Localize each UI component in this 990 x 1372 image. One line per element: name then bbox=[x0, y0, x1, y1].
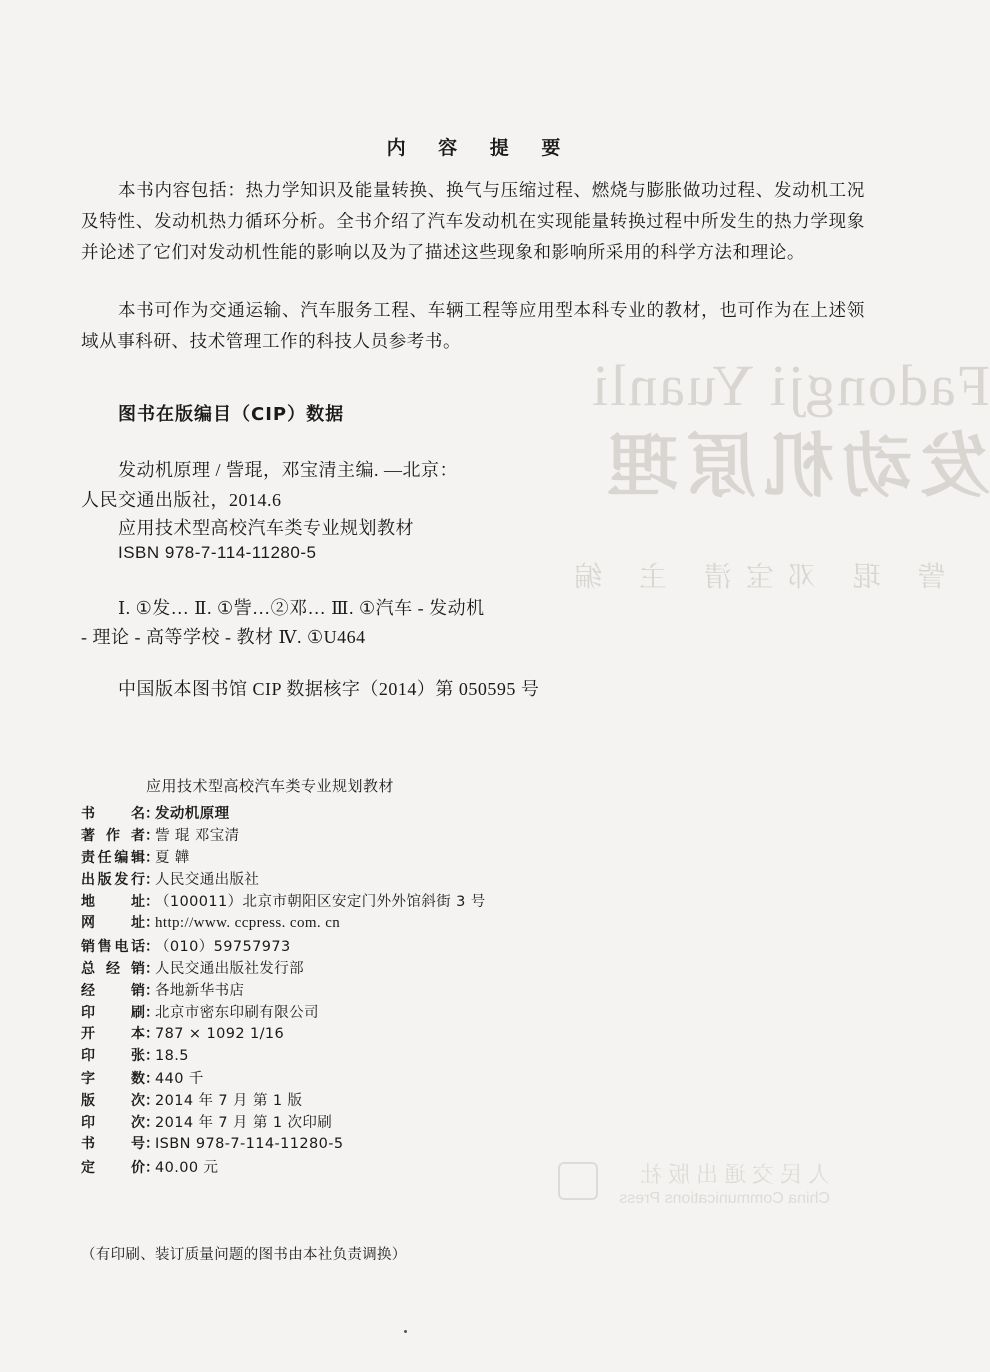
cip-line-3: 应用技术型高校汽车类专业规划教材 bbox=[118, 518, 414, 538]
info-value: http://www. ccpress. com. cn bbox=[155, 915, 341, 932]
info-row bbox=[81, 1089, 781, 1111]
info-row bbox=[81, 824, 781, 846]
info-value: 2014 年 7 月 第 1 版 bbox=[155, 1093, 303, 1110]
info-label bbox=[81, 980, 159, 1000]
info-row bbox=[81, 1045, 781, 1067]
info-value: 各地新华书店 bbox=[155, 982, 245, 999]
info-value: ISBN 978-7-114-11280-5 bbox=[155, 1136, 344, 1153]
info-label-colon: ： bbox=[145, 915, 159, 932]
info-value: 訾 琨 邓宝清 bbox=[155, 828, 240, 845]
info-row bbox=[81, 979, 781, 1001]
info-row bbox=[81, 868, 781, 890]
info-label-text: 出版发行 bbox=[81, 872, 145, 889]
info-label bbox=[81, 1112, 159, 1132]
info-label-text: 销售电话 bbox=[81, 938, 145, 955]
summary-paragraph-1: 本书内容包括：热力学知识及能量转换、换气与压缩过程、燃烧与膨胀做功过程、发动机工况及特性、发动机热力循环分析。全书介绍了汽车发动机在实现能量转换过程中所发生的热力学现象并论述了它们对发动机性能的影响以及为了描述这些现象和影响所采用的科学方法和理论。 bbox=[81, 181, 865, 263]
info-label-text: 字 数 bbox=[81, 1071, 145, 1088]
info-label-colon: ： bbox=[145, 806, 159, 822]
publication-info-table bbox=[81, 802, 781, 1178]
page-dot bbox=[404, 1330, 407, 1333]
info-label bbox=[81, 1002, 159, 1022]
info-label-colon: ： bbox=[145, 872, 159, 889]
info-label-text: 地 址 bbox=[81, 894, 145, 911]
info-label-colon: ： bbox=[145, 828, 159, 845]
info-label-colon: ： bbox=[145, 1115, 159, 1132]
info-label-text: 总 经 销 bbox=[81, 960, 145, 977]
info-label bbox=[81, 1090, 159, 1110]
info-row bbox=[81, 802, 781, 824]
info-row bbox=[81, 912, 781, 934]
info-label-text: 网 址 bbox=[81, 915, 145, 932]
quality-notice: （有印刷、装订质量问题的图书由本社负责调换） bbox=[81, 1247, 407, 1263]
info-label bbox=[81, 958, 159, 978]
info-value: 人民交通出版社 bbox=[155, 872, 260, 889]
summary-paragraph-2: 本书可作为交通运输、汽车服务工程、车辆工程等应用型本科专业的教材，也可作为在上述领域从事科研、技术管理工作的科技人员参考书。 bbox=[81, 301, 865, 352]
info-value: 2014 年 7 月 第 1 次印刷 bbox=[155, 1115, 333, 1132]
info-value: 北京市密东印刷有限公司 bbox=[155, 1004, 319, 1021]
info-value: 440 千 bbox=[155, 1071, 204, 1088]
cip-line-2: 人民交通出版社，2014.6 bbox=[81, 490, 282, 510]
info-label-colon: ： bbox=[145, 1071, 159, 1088]
info-value: 787 × 1092 1/16 bbox=[155, 1025, 285, 1042]
info-label bbox=[81, 1157, 159, 1177]
info-value: 夏 韡 bbox=[155, 850, 190, 867]
info-value: 发动机原理 bbox=[155, 806, 230, 822]
info-label-colon: ： bbox=[145, 894, 159, 911]
info-label-colon: ： bbox=[145, 1004, 159, 1021]
summary-heading: 内 容 提 要 bbox=[386, 137, 574, 159]
show-through-publisher-cn: 人民交通出版社 bbox=[633, 1163, 830, 1188]
info-label-colon: ： bbox=[145, 938, 159, 955]
info-label-colon: ： bbox=[145, 850, 159, 867]
info-label-text: 印 张 bbox=[81, 1048, 145, 1065]
show-through-authors: 訾 琨 邓宝清 主 编 bbox=[560, 560, 946, 593]
info-row bbox=[81, 1133, 781, 1155]
cip-heading: 图书在版编目（CIP）数据 bbox=[118, 404, 345, 425]
info-row bbox=[81, 846, 781, 868]
info-label-colon: ： bbox=[145, 1136, 159, 1153]
info-label-text: 定 价 bbox=[81, 1159, 145, 1176]
show-through-title: 发动机原理 bbox=[600, 425, 990, 507]
info-label-text: 书 号 bbox=[81, 1136, 145, 1153]
info-row bbox=[81, 1111, 781, 1133]
info-label bbox=[81, 847, 159, 867]
info-label-text: 印 次 bbox=[81, 1115, 145, 1132]
info-label-colon: ： bbox=[145, 1025, 159, 1042]
info-label bbox=[81, 803, 159, 823]
info-row bbox=[81, 935, 781, 957]
info-value: （100011）北京市朝阳区安定门外外馆斜街 3 号 bbox=[155, 894, 486, 911]
series-title: 应用技术型高校汽车类专业规划教材 bbox=[146, 777, 395, 795]
info-label bbox=[81, 1023, 159, 1043]
info-row bbox=[81, 890, 781, 912]
info-label bbox=[81, 869, 159, 889]
info-label-text: 著 作 者 bbox=[81, 828, 145, 845]
show-through-publisher-en: China Communications Press bbox=[619, 1190, 830, 1207]
show-through-pinyin: Fadongji Yuanli bbox=[590, 353, 990, 418]
info-row bbox=[81, 1001, 781, 1023]
info-row bbox=[81, 957, 781, 979]
cip-isbn: ISBN 978-7-114-11280-5 bbox=[118, 543, 317, 562]
info-label bbox=[81, 1068, 159, 1088]
info-value: 18.5 bbox=[155, 1048, 189, 1065]
info-label bbox=[81, 825, 159, 845]
info-label-text: 经 销 bbox=[81, 982, 145, 999]
info-label-text: 版 次 bbox=[81, 1093, 145, 1110]
info-value: 人民交通出版社发行部 bbox=[155, 960, 304, 977]
info-value: （010）59757973 bbox=[155, 938, 291, 955]
info-label-colon: ： bbox=[145, 982, 159, 999]
info-label bbox=[81, 912, 159, 932]
info-row bbox=[81, 1023, 781, 1045]
cip-classification-1: Ⅰ. ①发… Ⅱ. ①訾…②邓… Ⅲ. ①汽车 - 发动机 bbox=[118, 598, 485, 618]
info-label-text: 责任编辑 bbox=[81, 850, 145, 867]
cip-line-1: 发动机原理 / 訾琨，邓宝清主编. —北京： bbox=[118, 460, 458, 480]
info-label-colon: ： bbox=[145, 960, 159, 977]
cip-record-number: 中国版本图书馆 CIP 数据核字（2014）第 050595 号 bbox=[118, 679, 540, 699]
info-label-colon: ： bbox=[145, 1159, 159, 1176]
info-label bbox=[81, 1133, 159, 1153]
info-value: 40.00 元 bbox=[155, 1159, 219, 1176]
info-label-colon: ： bbox=[145, 1093, 159, 1110]
info-label-text: 开 本 bbox=[81, 1025, 145, 1042]
info-row bbox=[81, 1067, 781, 1089]
info-label-text: 印 刷 bbox=[81, 1004, 145, 1021]
info-label bbox=[81, 891, 159, 911]
info-row bbox=[81, 1156, 781, 1178]
info-label bbox=[81, 1045, 159, 1065]
cip-classification-2: - 理论 - 高等学校 - 教材 Ⅳ. ①U464 bbox=[81, 627, 366, 647]
info-label-colon: ： bbox=[145, 1048, 159, 1065]
info-label-text: 书 名 bbox=[81, 806, 145, 822]
info-label bbox=[81, 936, 159, 956]
